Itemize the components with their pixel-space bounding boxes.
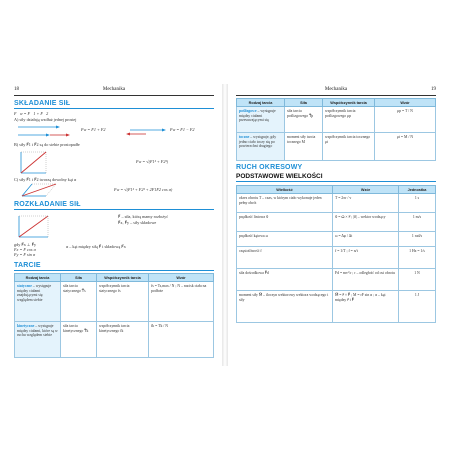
running-title: Mechanika	[324, 87, 348, 92]
friction-type-name: statyczne	[17, 284, 32, 288]
running-header-right	[236, 87, 436, 96]
rozkladanie-line-6: α – kąt między siłą F⃗ i składową F⃗x	[66, 244, 126, 249]
column-header: Współczynnik tarcia	[323, 99, 375, 107]
right-page	[228, 84, 444, 366]
friction-force-cell: siła tarcia statycznego T⃗s	[61, 282, 97, 322]
column-header: Wzór	[149, 274, 214, 282]
column-header: Wzór	[375, 99, 436, 107]
quantity-cell: moment siły M⃗ – iloczyn wektorowy wektora wodzącego i siły	[237, 291, 333, 323]
column-header: Rodzaj tarcia	[15, 274, 61, 282]
table-row	[15, 322, 214, 358]
table-row	[237, 107, 436, 133]
table-header-row	[15, 274, 214, 282]
column-header: Siła	[61, 274, 97, 282]
formula-cell: ω = Δφ / Δt	[333, 232, 399, 247]
section-heading-skladanie: SKŁADANIE SIŁ	[14, 100, 214, 109]
friction-type-cell	[15, 282, 61, 322]
rozkladanie-line-5: Fy = F sin α	[14, 252, 36, 257]
case-b-text: B) siły F⃗1 i F⃗2 są do siebie prostopadłe	[14, 142, 80, 147]
section-heading-rozkladanie: ROZKŁADANIE SIŁ	[14, 201, 214, 210]
rozkladanie-line-1: F⃗ – siła, którą mamy rozłożyć	[118, 214, 169, 219]
table-header-row	[237, 186, 436, 194]
section-heading-ruch-okresowy: RUCH OKRESOWY	[236, 164, 303, 171]
friction-coefficient-cell: współczynnik tarcia statycznego fs	[97, 282, 149, 322]
friction-type-name: toczne	[239, 135, 250, 139]
formula-resultant: F⃗w = F⃗1 + F⃗2	[14, 111, 49, 116]
rozkladanie-line-3: gdy F⃗x ⊥ F⃗y	[14, 242, 37, 247]
figure-force-decomposition	[16, 212, 56, 240]
case-c-text: C) siły F⃗1 i F⃗2 tworzą dowolny kąt α	[14, 177, 77, 182]
formula-cell: T = 2πr / v	[333, 194, 399, 213]
friction-force-cell: siła tarcia poślizgowego T⃗p	[285, 107, 323, 133]
column-header: Jednostka	[399, 186, 436, 194]
friction-type-cell	[237, 133, 285, 161]
friction-formula-cell: fk = Tk / N	[149, 322, 214, 358]
unit-cell: 1 J	[399, 291, 436, 323]
friction-table-right	[236, 98, 436, 161]
friction-coefficient-cell: współczynnik tarcia poślizgowego μp	[323, 107, 375, 133]
page-number: 18	[14, 87, 19, 92]
table-row	[237, 194, 436, 213]
formula-case-a1: Fw = F1 + F2	[81, 127, 106, 132]
formula-case-a2: Fw = F1 − F2	[170, 127, 195, 132]
formula-case-b: Fw = √(F1² + F2²)	[136, 159, 169, 164]
page-number: 19	[431, 87, 436, 92]
rozkladanie-line-4: Fx = F cos α	[14, 247, 36, 252]
friction-type-desc: – występuje między ciałami przesuwającymi się	[239, 109, 276, 123]
table-row	[237, 213, 436, 232]
section-heading-tarcie: TARCIE	[14, 262, 214, 271]
friction-type-cell	[237, 107, 285, 133]
unit-cell: 1 s	[399, 194, 436, 213]
table-row	[237, 133, 436, 161]
column-header: Współczynnik tarcia	[97, 274, 149, 282]
periodic-quantities-table	[236, 185, 436, 323]
friction-type-desc: – występuje między ciałami znajdującymi się względem siebie	[17, 284, 52, 303]
quantity-cell: częstotliwość f	[237, 247, 333, 269]
quantity-cell: siła dośrodkowa F⃗d	[237, 269, 333, 291]
left-page	[6, 84, 222, 366]
running-title: Mechanika	[102, 87, 126, 92]
quantity-cell: okres obrotu T – czas, w którym ciało wykonuje jeden pełny obrót	[237, 194, 333, 213]
quantity-cell: prędkość liniowa v⃗	[237, 213, 333, 232]
table-row	[237, 269, 436, 291]
friction-formula-cell: fs = Ts,max / N ; N – nacisk ciała na podłoże	[149, 282, 214, 322]
figure-angle-forces	[20, 181, 60, 199]
unit-cell: 1 m/s	[399, 213, 436, 232]
table-header-row	[237, 99, 436, 107]
friction-coefficient-cell: współczynnik tarcia kinetycznego fk	[97, 322, 149, 358]
friction-type-desc: – występuje między ciałami, które są w ruchu względem siebie	[17, 324, 58, 338]
unit-cell: 1 N	[399, 269, 436, 291]
quantity-cell: prędkość kątowa ω	[237, 232, 333, 247]
friction-type-name: poślizgowe	[239, 109, 257, 113]
friction-table-left	[14, 273, 214, 358]
unit-cell: 1 rad/s	[399, 232, 436, 247]
friction-formula-cell: μp = T / N	[375, 107, 436, 133]
subsection-heading: PODSTAWOWE WIELKOŚCI	[236, 173, 436, 182]
running-header-left	[14, 87, 214, 96]
formula-cell: M⃗ = r⃗ × F⃗ ; M = rF sin α ; α – kąt między r⃗ i F⃗	[333, 291, 399, 323]
unit-cell: 1 Hz = 1/s	[399, 247, 436, 269]
book-spread	[6, 84, 444, 366]
friction-formula-cell: μt = M / N	[375, 133, 436, 161]
column-header: Siła	[285, 99, 323, 107]
column-header: Wzór	[333, 186, 399, 194]
figure-opposite-forces	[126, 122, 166, 140]
table-row	[15, 282, 214, 322]
formula-cell: v⃗ = ω⃗ × r⃗ ; |v⃗| – wektor wodzący	[333, 213, 399, 232]
figure-perpendicular-forces	[18, 148, 52, 176]
case-a-text: A) siły działają wzdłuż jednej prostej	[14, 117, 77, 122]
formula-cell: f = 1/T ; f = n/t	[333, 247, 399, 269]
formula-cell: Fd = mv²/r ; r – odległość od osi obrotu	[333, 269, 399, 291]
friction-type-desc: – występuje, gdy jedno ciało toczy się po powierzchni drugiego	[239, 135, 277, 149]
table-row	[237, 291, 436, 323]
table-row	[237, 232, 436, 247]
friction-force-cell: moment siły tarcia tocznego M	[285, 133, 323, 161]
friction-coefficient-cell: współczynnik tarcia tocznego μt	[323, 133, 375, 161]
rozkladanie-line-2: F⃗x, F⃗y – siły składowe	[118, 220, 157, 225]
table-row	[237, 247, 436, 269]
column-header: Rodzaj tarcia	[237, 99, 285, 107]
formula-case-c: Fw = √(F1² + F2² + 2F1F2 cos α)	[114, 187, 173, 192]
figure-collinear-forces	[16, 122, 76, 140]
column-header: Wielkość	[237, 186, 333, 194]
friction-type-name: kinetyczne	[17, 324, 35, 328]
friction-force-cell: siła tarcia kinetycznego T⃗k	[61, 322, 97, 358]
friction-type-cell	[15, 322, 61, 358]
